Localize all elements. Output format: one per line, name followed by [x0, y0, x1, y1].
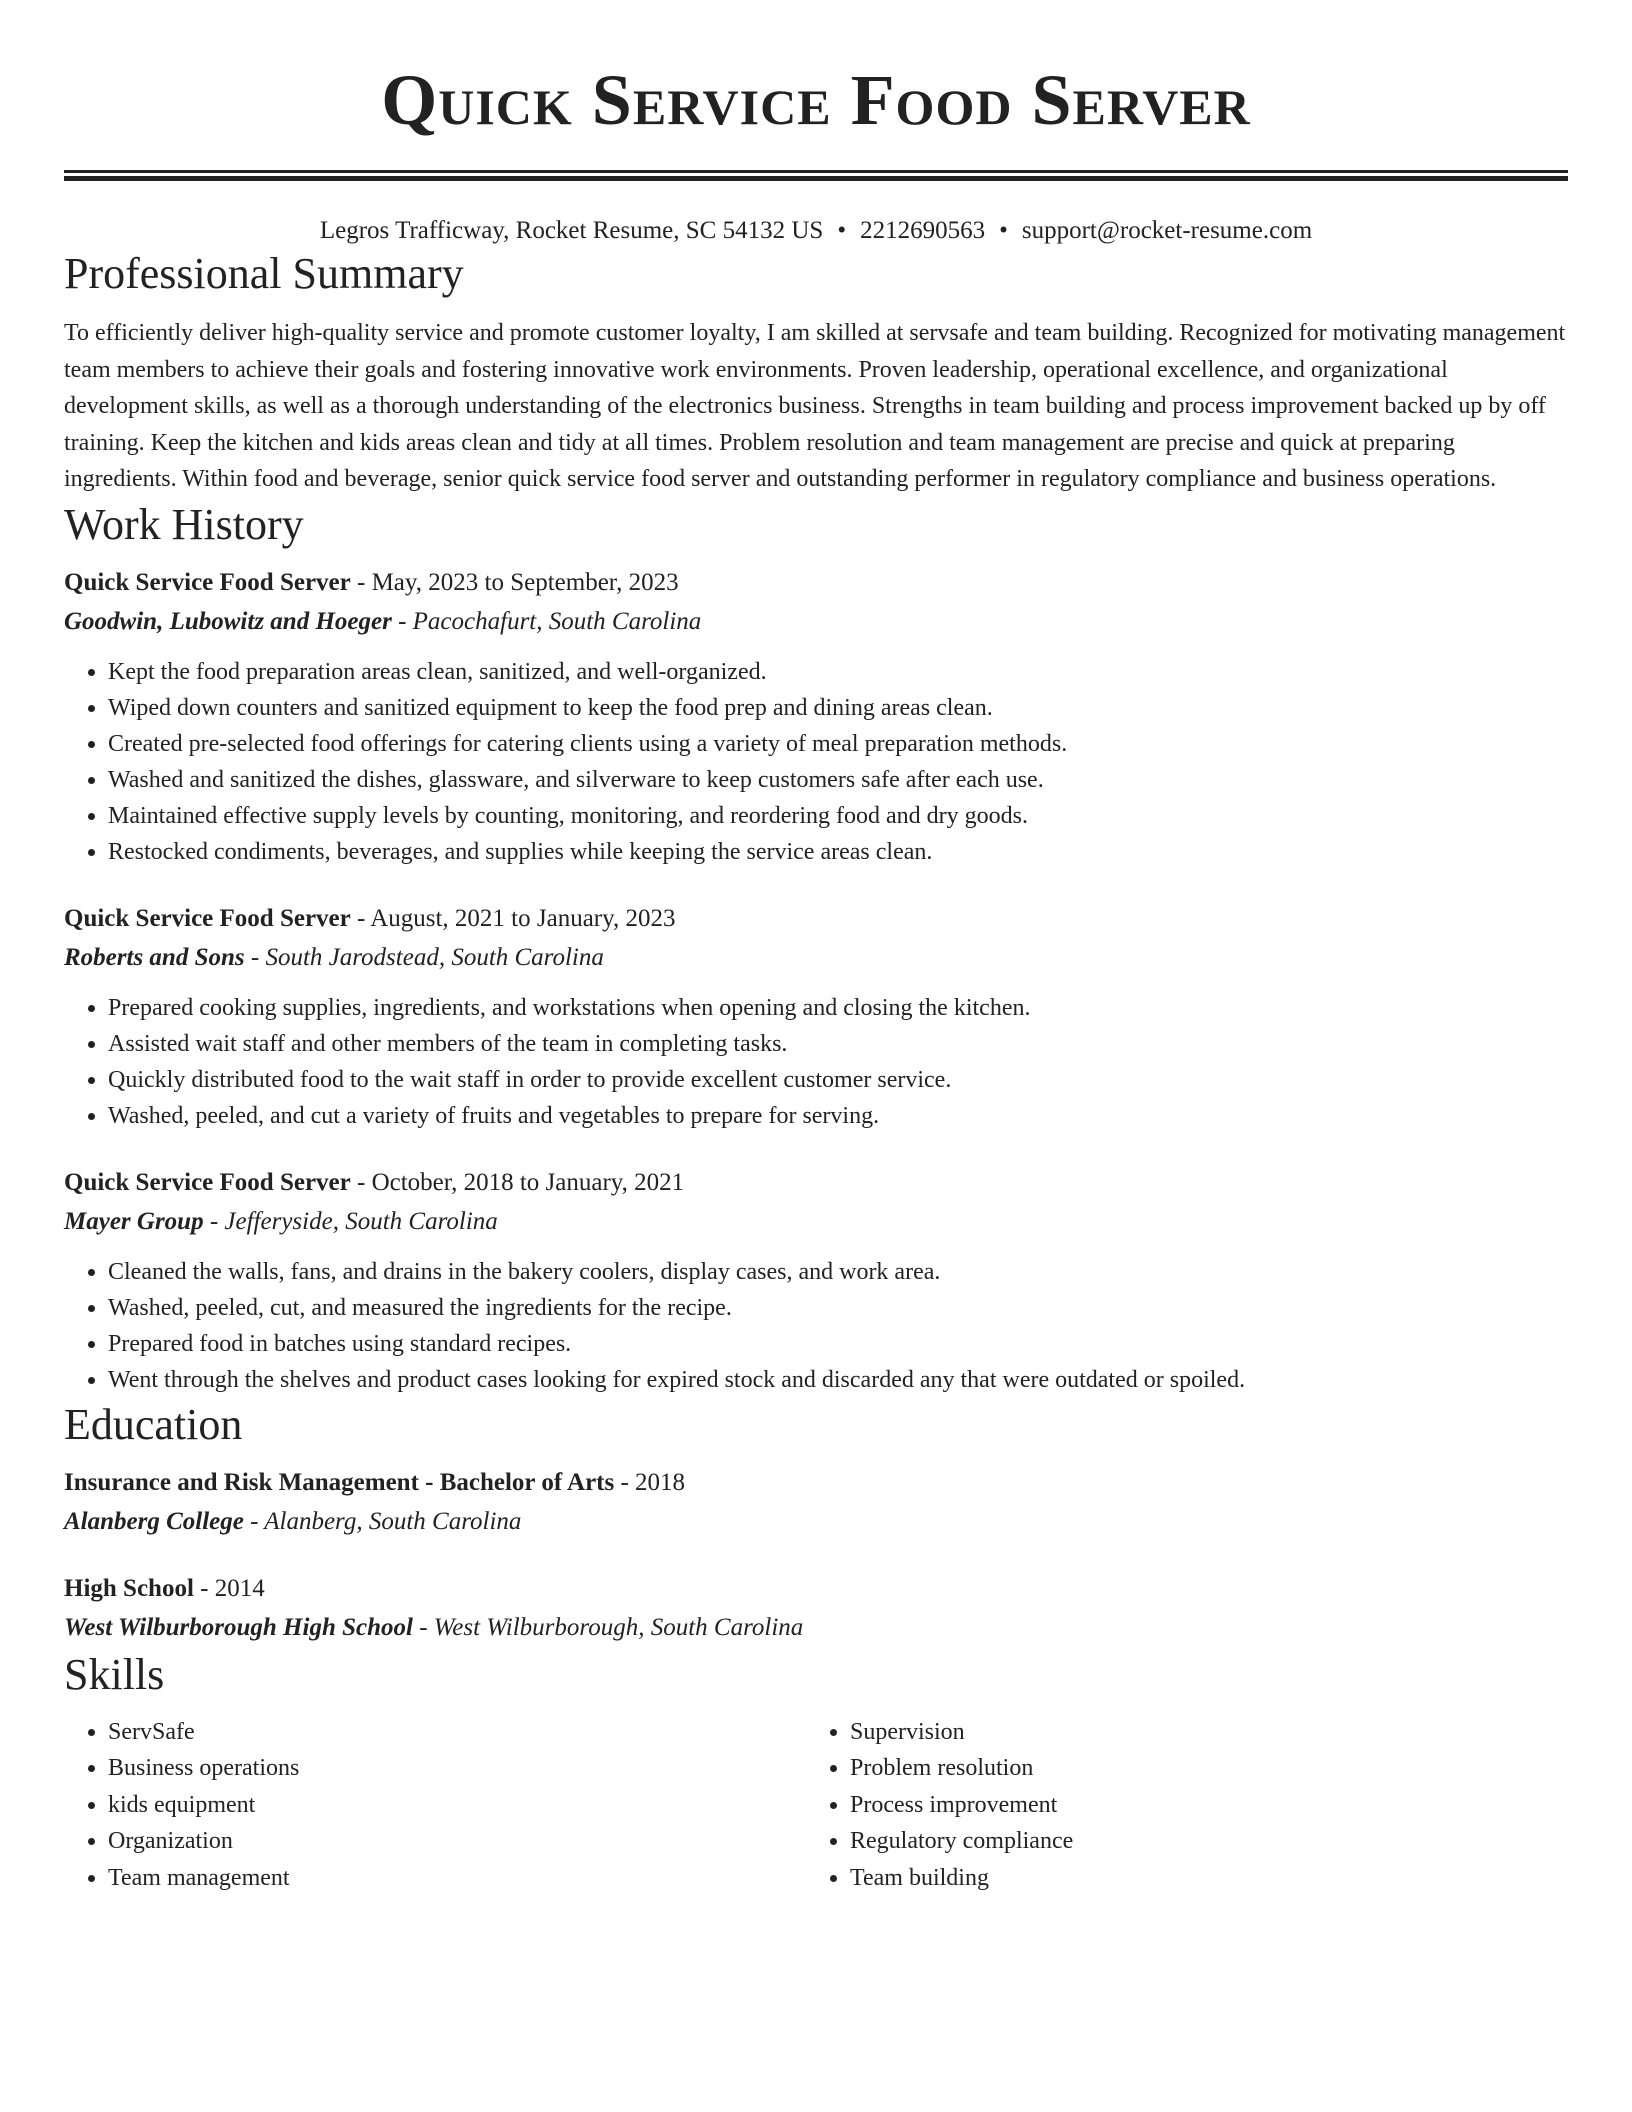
education-degree: High School [64, 1574, 194, 1602]
job-bullets [64, 990, 1568, 1134]
education-degree: Insurance and Risk Management - Bachelor of Arts [64, 1468, 615, 1496]
job-location: - South Jarodstead, South Carolina [244, 943, 604, 971]
job-company: Mayer Group [64, 1207, 204, 1235]
skill-item: • Team management [108, 1860, 806, 1897]
job-entry [64, 900, 1568, 1134]
job-title: Quick Service Food Server [64, 568, 351, 596]
education-entry [64, 1464, 1568, 1542]
list-item: • Went through the shelves and product cases looking for expired stock and discarded any that were outdated or spoiled. [108, 1362, 1568, 1398]
education-location: - West Wilburborough, South Carolina [412, 1613, 804, 1641]
skill-item: • Regulatory compliance [850, 1823, 1548, 1860]
job-entry [64, 1164, 1568, 1398]
contact-email: support@rocket-resume.com [1021, 217, 1313, 244]
list-item: • Maintained effective supply levels by counting, monitoring, and reordering food and dry goods. [108, 798, 1568, 834]
job-company: Roberts and Sons [64, 943, 245, 971]
job-bullets [64, 1254, 1568, 1398]
contact-phone: 2212690563 [860, 217, 986, 244]
resume-name: Quick Service Food Server [381, 60, 1251, 140]
list-item: • Washed and sanitized the dishes, glassware, and silverware to keep customers safe after each use. [108, 762, 1568, 798]
education-heading: Education [64, 1399, 243, 1449]
list-item: • Assisted wait staff and other members of the team in completing tasks. [108, 1026, 1568, 1062]
skills-list-left [64, 1714, 806, 1897]
list-item: • Created pre-selected food offerings for catering clients using a variety of meal preparation methods. [108, 726, 1568, 762]
skill-item: • Problem resolution [850, 1750, 1548, 1787]
skill-item: • Team building [850, 1860, 1548, 1897]
education-school: West Wilburborough High School [64, 1613, 413, 1641]
job-location: - Jefferyside, South Carolina [203, 1207, 498, 1235]
skills-list-right [806, 1714, 1548, 1897]
list-item: • Cleaned the walls, fans, and drains in the bakery coolers, display cases, and work area. [108, 1254, 1568, 1290]
skill-item: • kids equipment [108, 1787, 806, 1824]
skill-item: • Business operations [108, 1750, 806, 1787]
skills-heading: Skills [64, 1649, 165, 1699]
education-year: - 2018 [614, 1468, 686, 1496]
job-title: Quick Service Food Server [64, 1168, 351, 1196]
list-item: • Prepared food in batches using standard recipes. [108, 1326, 1568, 1362]
job-dates: - May, 2023 to September, 2023 [350, 568, 679, 596]
list-item: • Restocked condiments, beverages, and supplies while keeping the service areas clean. [108, 834, 1568, 870]
education-school-line [64, 1608, 1568, 1648]
contact-address: Legros Trafficway, Rocket Resume, SC 54132 US [319, 217, 824, 244]
bullet-separator: • [837, 217, 847, 244]
education-location: - Alanberg, South Carolina [243, 1507, 522, 1535]
job-entry [64, 564, 1568, 870]
skill-item: • Organization [108, 1823, 806, 1860]
education-degree-line [64, 1570, 1568, 1608]
job-bullets [64, 654, 1568, 870]
education-entry [64, 1570, 1568, 1648]
education-year: - 2014 [193, 1574, 265, 1602]
bullet-separator: • [999, 217, 1008, 244]
list-item: • Washed, peeled, cut, and measured the ingredients for the recipe. [108, 1290, 1568, 1326]
job-company-line [64, 1202, 1568, 1242]
job-title-line [64, 1164, 1568, 1202]
skill-item: • ServSafe [108, 1714, 806, 1751]
skills-columns [64, 1714, 1568, 1897]
job-dates: - October, 2018 to January, 2021 [350, 1168, 685, 1196]
job-location: - Pacochafurt, South Carolina [391, 607, 702, 635]
skill-item: • Supervision [850, 1714, 1548, 1751]
list-item: • Quickly distributed food to the wait staff in order to provide excellent customer service. [108, 1062, 1568, 1098]
list-item: • Washed, peeled, and cut a variety of fruits and vegetables to prepare for serving. [108, 1098, 1568, 1134]
education-degree-line [64, 1464, 1568, 1502]
job-company: Goodwin, Lubowitz and Hoeger [64, 607, 392, 635]
job-title-line [64, 900, 1568, 938]
list-item: • Prepared cooking supplies, ingredients, and workstations when opening and closing the kitchen. [108, 990, 1568, 1026]
job-dates: - August, 2021 to January, 2023 [350, 904, 676, 932]
job-company-line [64, 602, 1568, 642]
education-school: Alanberg College [64, 1507, 244, 1535]
list-item: • Kept the food preparation areas clean, sanitized, and well-organized. [108, 654, 1568, 690]
job-company-line [64, 938, 1568, 978]
list-item: • Wiped down counters and sanitized equipment to keep the food prep and dining areas clean. [108, 690, 1568, 726]
job-title-line [64, 564, 1568, 602]
job-title: Quick Service Food Server [64, 904, 351, 932]
summary-heading: Professional Summary [64, 249, 464, 298]
contact-line [64, 215, 1568, 247]
header-double-rule [64, 170, 1568, 181]
education-school-line [64, 1502, 1568, 1542]
work-history-heading: Work History [64, 499, 304, 549]
summary-text: To efficiently deliver high-quality service and promote customer loyalty, I am skilled at servsafe and team building. Recognized for motivating management team members to achieve their goals and fostering innovative work environments. Proven leadership, operational excellence, and organizational development skills, as well as a thorough understanding of the electronics business. Strengths in team building and process improvement backed up by off training. Keep the kitchen and kids areas clean and tidy at all times. Problem resolution and team management are precise and quick at preparing ingredients. Within food and beverage, senior quick service food server and outstanding performer in regulatory compliance and business operations. [64, 320, 1566, 492]
skill-item: • Process improvement [850, 1787, 1548, 1824]
